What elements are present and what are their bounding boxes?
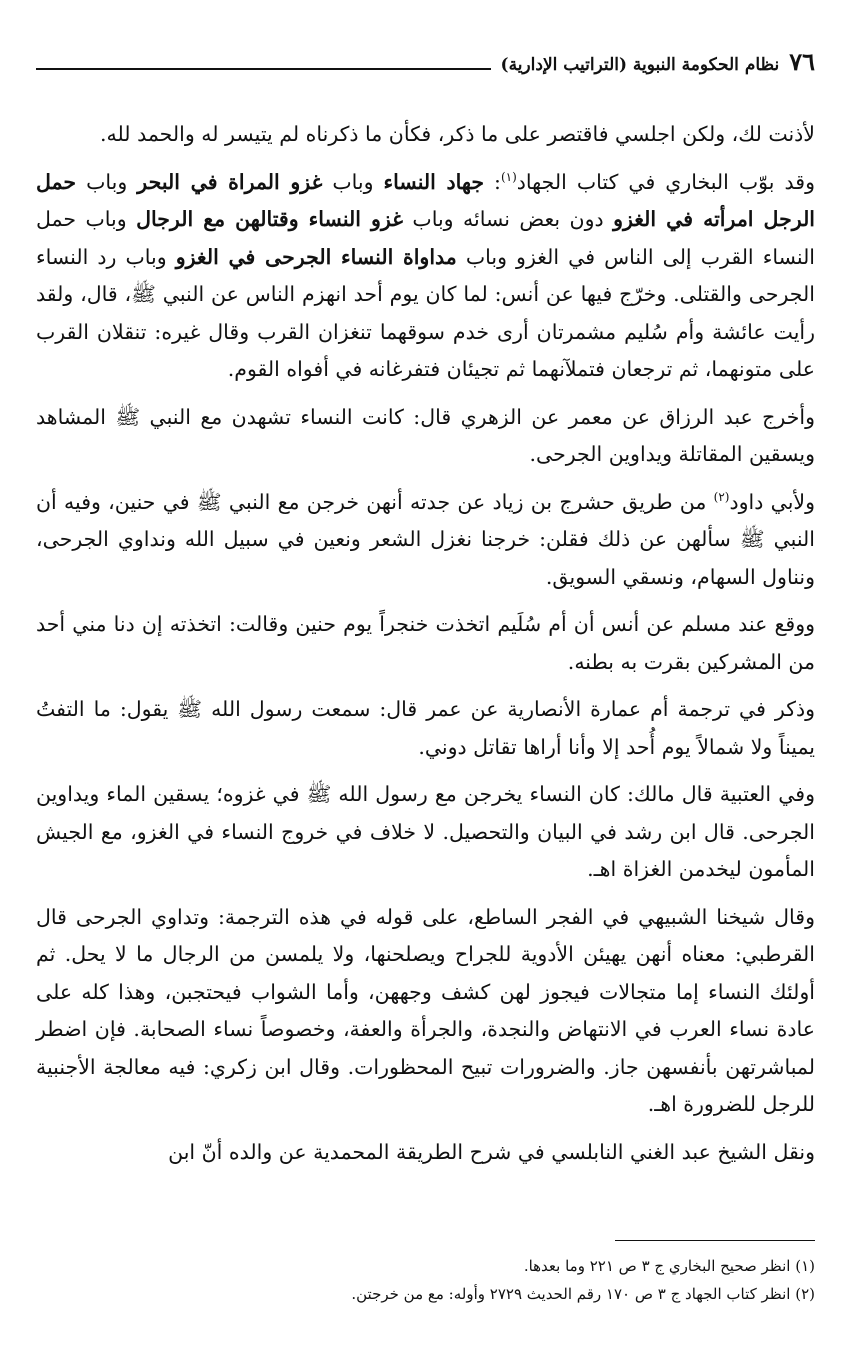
paragraph — [36, 399, 815, 474]
chapter-title: غزو المراة في البحر — [137, 169, 323, 194]
footnote-ref: (٢) — [713, 489, 730, 504]
paragraph — [36, 164, 815, 389]
paragraph-text: لأذنت لك، ولكن اجلسي فاقتصر على ما ذكر، فكأن ما ذكرناه لم يتيسر له والحمد لله. — [100, 122, 815, 146]
footnote-ref: (١) — [500, 169, 517, 184]
paragraph-text: وباب حمل النساء القرب إلى الناس في الغزو وباب — [36, 207, 816, 269]
paragraph-text: وباب — [76, 169, 138, 194]
paragraph — [36, 606, 815, 681]
paragraph-text: ووقع عند مسلم عن أنس أن أم سُلَيم اتخذت خنجراً يوم حنين وقالت: اتخذته إن دنا مني أحد من المشركين بقرت به بطنه. — [36, 612, 815, 674]
page-body — [36, 116, 815, 1171]
paragraph-text: : — [484, 169, 501, 194]
paragraph-text: وفي العتبية قال مالك: كان النساء يخرجن مع رسول الله ﷺ في غزوه؛ يسقين الماء ويداوين الجرحى. قال ابن رشد في البيان والتحصيل. لا خلاف في خروج النساء في الغزو، مع الجيش المأمون ليخدمن الغزاة اهـ. — [36, 782, 815, 881]
chapter-title: غزو النساء وقتالهن مع الرجال — [136, 207, 403, 231]
footnote: (١) انظر صحيح البخاري ج ٣ ص ٢٢١ وما بعدها. — [523, 1257, 815, 1275]
paragraph-text: ونقل الشيخ عبد الغني النابلسي في شرح الطريقة المحمدية عن والده أنّ ابن — [168, 1139, 815, 1164]
paragraph — [36, 116, 815, 154]
paragraph — [36, 899, 815, 1124]
paragraph — [36, 484, 815, 597]
running-header — [36, 47, 815, 76]
paragraph-text: وذكر في ترجمة أم عمارة الأنصارية عن عمر قال: سمعت رسول الله ﷺ يقول: ما التفتُ يميناً ولا شمالاً يوم أُحد إلا وأنا أراها تقاتل دوني. — [36, 697, 815, 759]
paragraph — [36, 1134, 815, 1172]
paragraph-text: وأخرج عبد الرزاق عن معمر عن الزهري قال: كانت النساء تشهدن مع النبي ﷺ المشاهد ويسقين المقاتلة ويداوين الجرحى. — [36, 404, 815, 466]
chapter-title: حمل الرجل امرأته في الغزو — [36, 169, 816, 231]
paragraph — [36, 691, 815, 766]
footnote-divider — [615, 1240, 815, 1241]
paragraph-text: وباب — [322, 169, 384, 194]
paragraph-text: من طريق حشرج بن زياد عن جدته أنهن خرجن مع النبي ﷺ في حنين، وفيه أن النبي ﷺ سألهن عن ذلك فقلن: خرجنا نغزل الشعر ونعين في سبيل الله ونداوي الجرحى، ونناول السهام، ونسقي السويق. — [36, 489, 815, 589]
paragraph-text: وقد بوّب البخاري في كتاب الجهاد — [516, 169, 815, 194]
footnotes — [36, 1252, 815, 1308]
paragraph-text: وباب رد النساء الجرحى والقتلى. وخرّج فيها عن أنس: لما كان يوم أحد انهزم الناس عن النبي ﷺ، قال، ولقد رأيت عائشة وأم سُليم مشمرتان أرى خدم سوقهما تنغزان القرب وقال غيره: تنقلان القرب على متونهما، ثم ترجعان فتملآنهما ثم تجيئان فتفرغانه في أفواه القوم. — [36, 244, 815, 381]
chapter-title: جهاد النساء — [383, 169, 485, 194]
header-rule — [36, 68, 491, 70]
chapter-title: مداواة النساء الجرحى في الغزو — [175, 244, 457, 269]
paragraph-text: دون بعض نسائه وباب — [402, 207, 614, 231]
book-title: نظام الحكومة النبوية (التراتيب الإدارية) — [500, 55, 780, 75]
footnote: (٢) انظر كتاب الجهاد ج ٣ ص ١٧٠ رقم الحديث ٢٧٢٩ وأوله: مع من خرجتن. — [351, 1285, 815, 1303]
page-number: ٧٦ — [789, 47, 815, 76]
paragraph-text: ولأبي داود — [729, 489, 815, 514]
paragraph — [36, 776, 815, 889]
paragraph-text: وقال شيخنا الشبيهي في الفجر الساطع، على قوله في هذه الترجمة: وتداوي الجرحى قال القرطبي: معناه أنهن يهيئن الأدوية للجراح ويصلحنها، ولا يلمسن من الرجال ما لا يحل. ثم أولئك النساء إما متجالات فيجوز لهن كشف وجههن، وأما الشواب فيحتجبن، وهذا كله على عادة نساء العرب في الانتهاض والنجدة، والجرأة والعفة، وخصوصاً نساء الصحابة. فإن اضطر لمباشرتهن بأنفسهن جاز. والضرورات تبيح المحظورات. وقال ابن زكري: فيه معالجة الأجنبية للرجل للضرورة اهـ. — [36, 904, 815, 1116]
